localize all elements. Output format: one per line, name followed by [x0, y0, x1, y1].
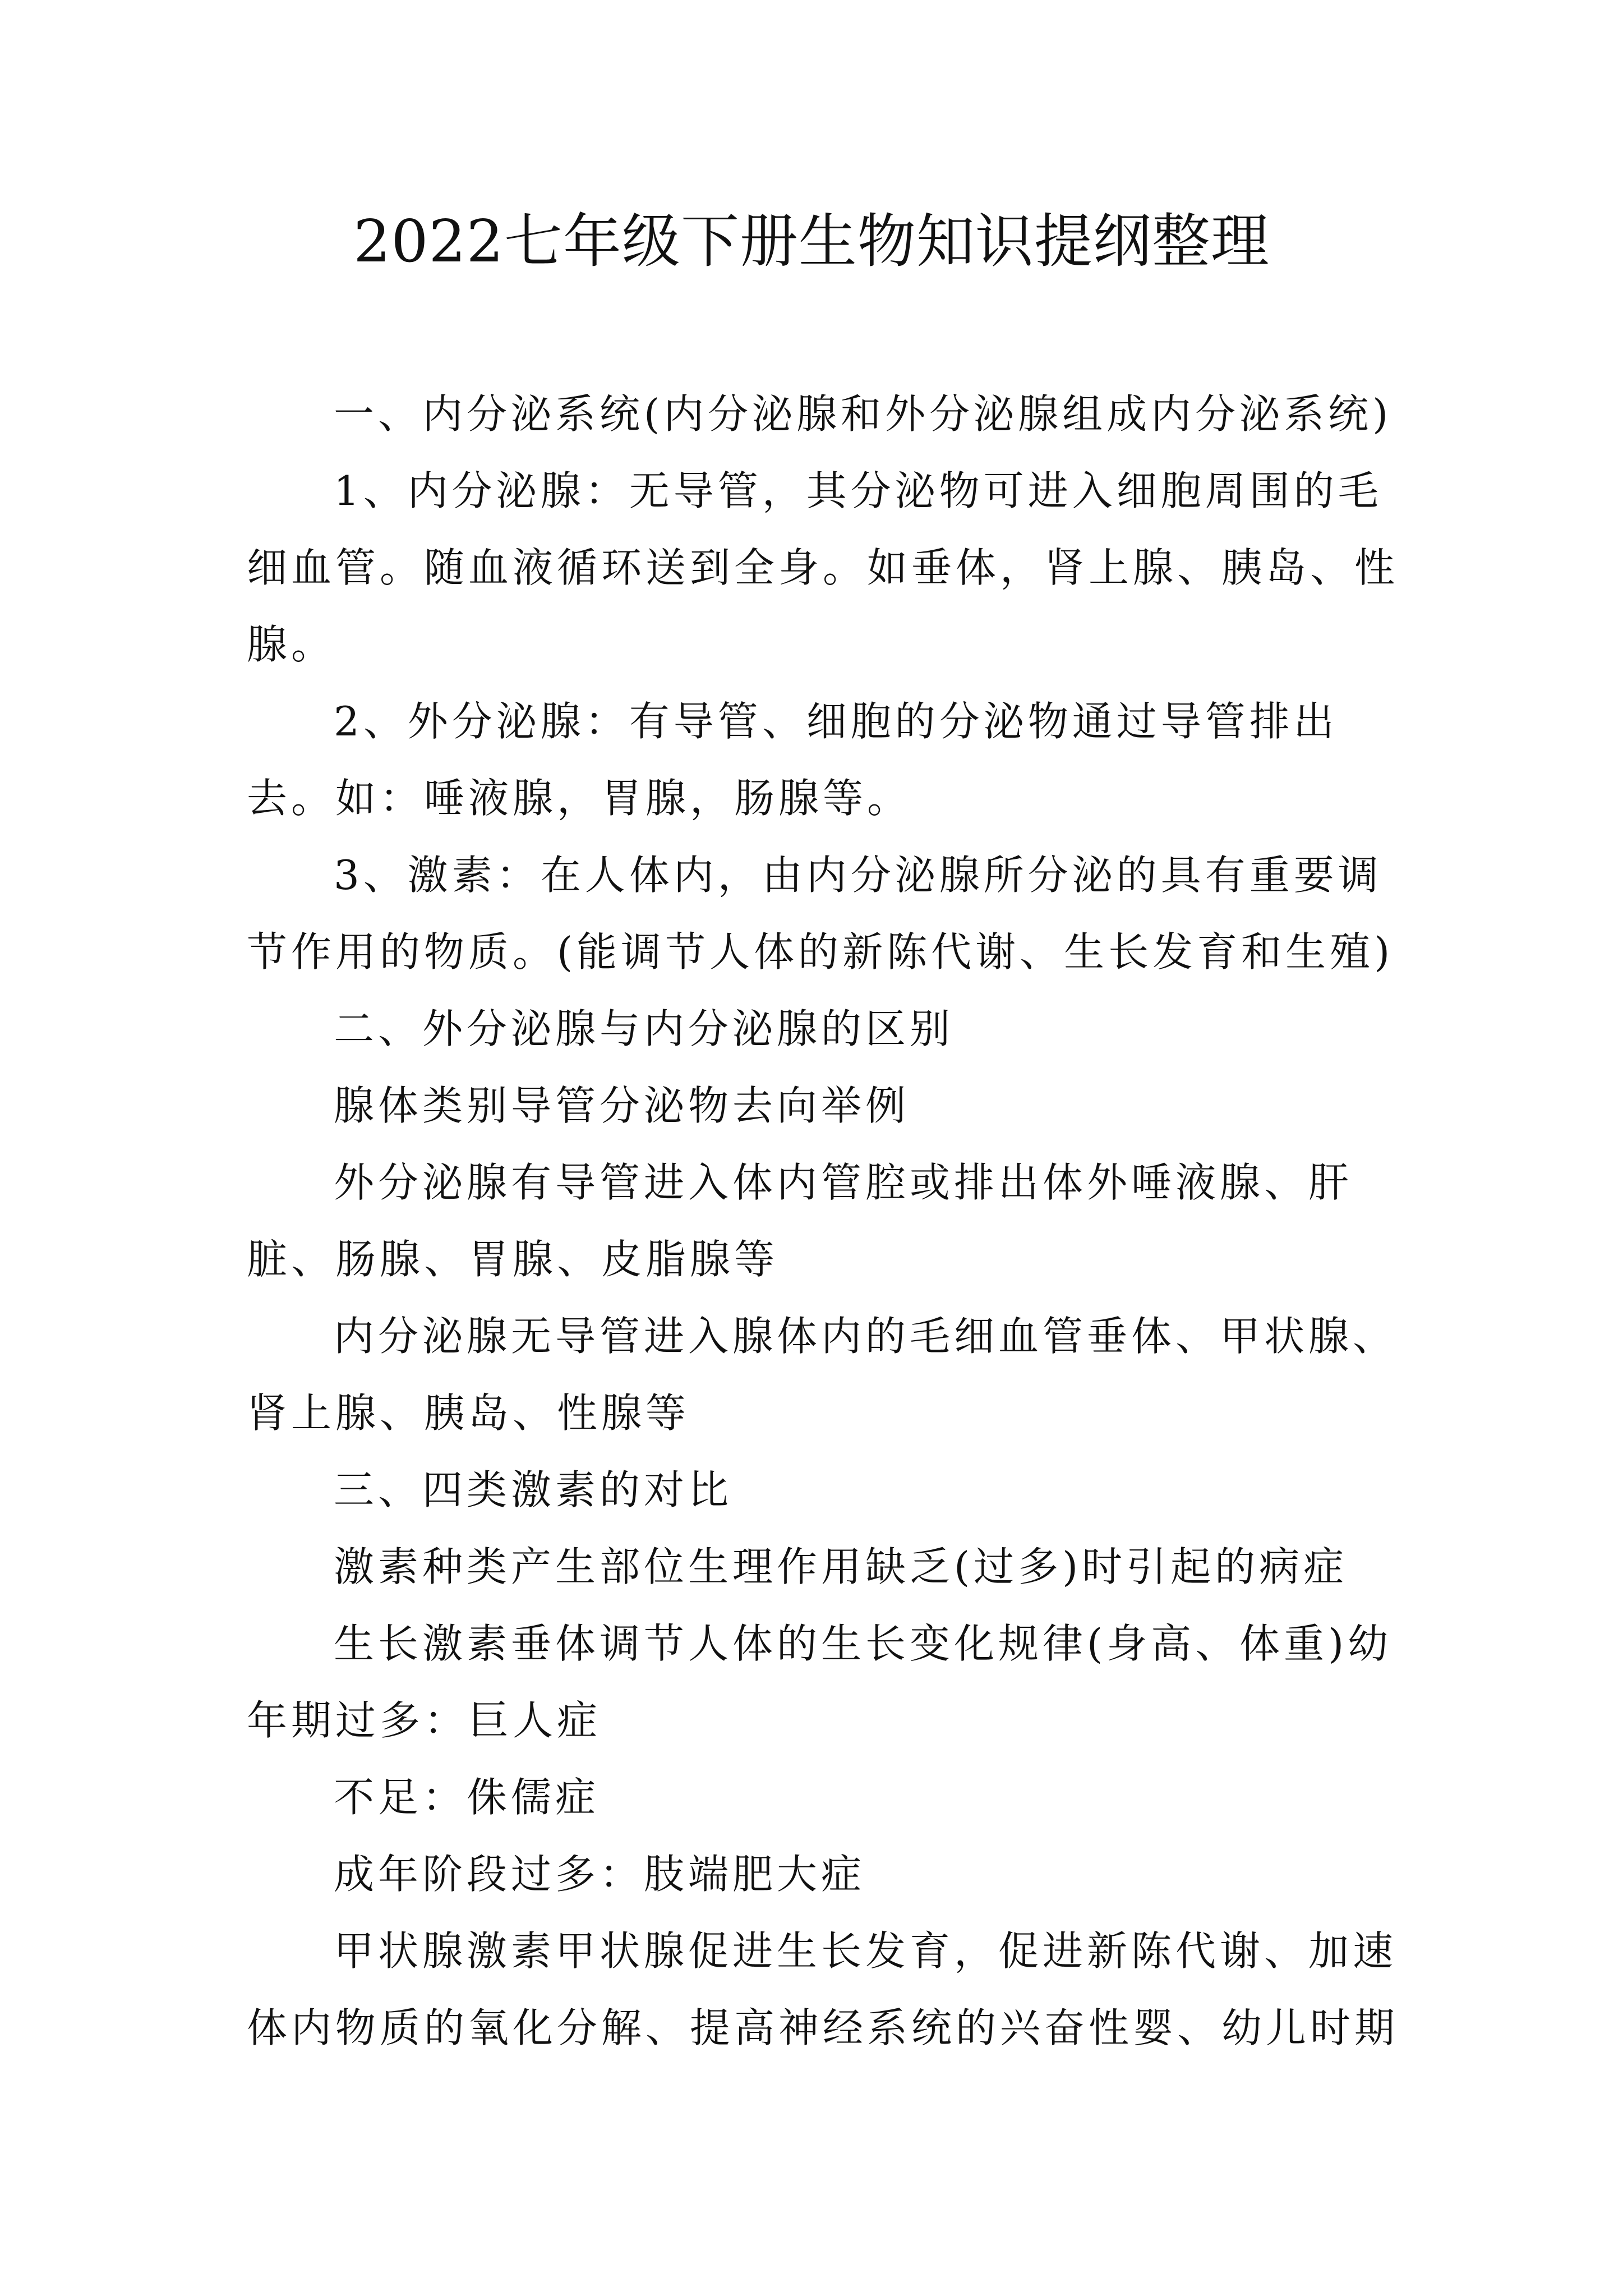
table-header-hormone-comparison: 激素种类产生部位生理作用缺乏(过多)时引起的病症 [334, 1543, 1348, 1590]
table-row-thyroid-hormone: 甲状腺激素甲状腺促进生长发育，促进新陈代谢、加速体内物质的氧化分解、提高神经系统的兴奋性婴、幼儿时期 [247, 1927, 1399, 2051]
document-title: 2022七年级下册生物知识提纲整理 [353, 207, 1270, 275]
section-heading-hormone-comparison: 三、四类激素的对比 [334, 1466, 733, 1513]
paragraph-endocrine-gland: 1、内分泌腺：无导管，其分泌物可进入细胞周围的毛细血管。随血液循环送到全身。如垂体，肾上腺、胰岛、性腺。 [247, 467, 1399, 668]
paragraph-exocrine-gland: 2、外分泌腺：有导管、细胞的分泌物通过导管排出去。如：唾液腺，胃腺，肠腺等。 [247, 698, 1338, 822]
paragraph-hormone: 3、激素：在人体内，由内分泌腺所分泌的具有重要调节作用的物质。(能调节人体的新陈代谢、生长发育和生殖) [247, 852, 1394, 976]
table-row-endocrine: 内分泌腺无导管进入腺体内的毛细血管垂体、甲状腺、肾上腺、胰岛、性腺等 [247, 1313, 1398, 1437]
section-heading-endocrine-system: 一、内分泌系统(内分泌腺和外分泌腺组成内分泌系统) [334, 390, 1393, 438]
table-row-growth-hormone-adult-excess: 成年阶段过多：肢端肥大症 [334, 1851, 866, 1898]
document-body [247, 376, 1402, 2067]
table-row-growth-hormone-deficiency: 不足：侏儒症 [334, 1774, 600, 1821]
table-row-growth-hormone: 生长激素垂体调节人体的生长变化规律(身高、体重)幼年期过多：巨人症 [247, 1620, 1393, 1744]
table-row-exocrine: 外分泌腺有导管进入体内管腔或排出体外唾液腺、肝脏、肠腺、胃腺、皮脂腺等 [247, 1159, 1353, 1283]
table-header-gland-comparison: 腺体类别导管分泌物去向举例 [334, 1082, 910, 1129]
section-heading-gland-difference: 二、外分泌腺与内分泌腺的区别 [334, 1005, 955, 1052]
